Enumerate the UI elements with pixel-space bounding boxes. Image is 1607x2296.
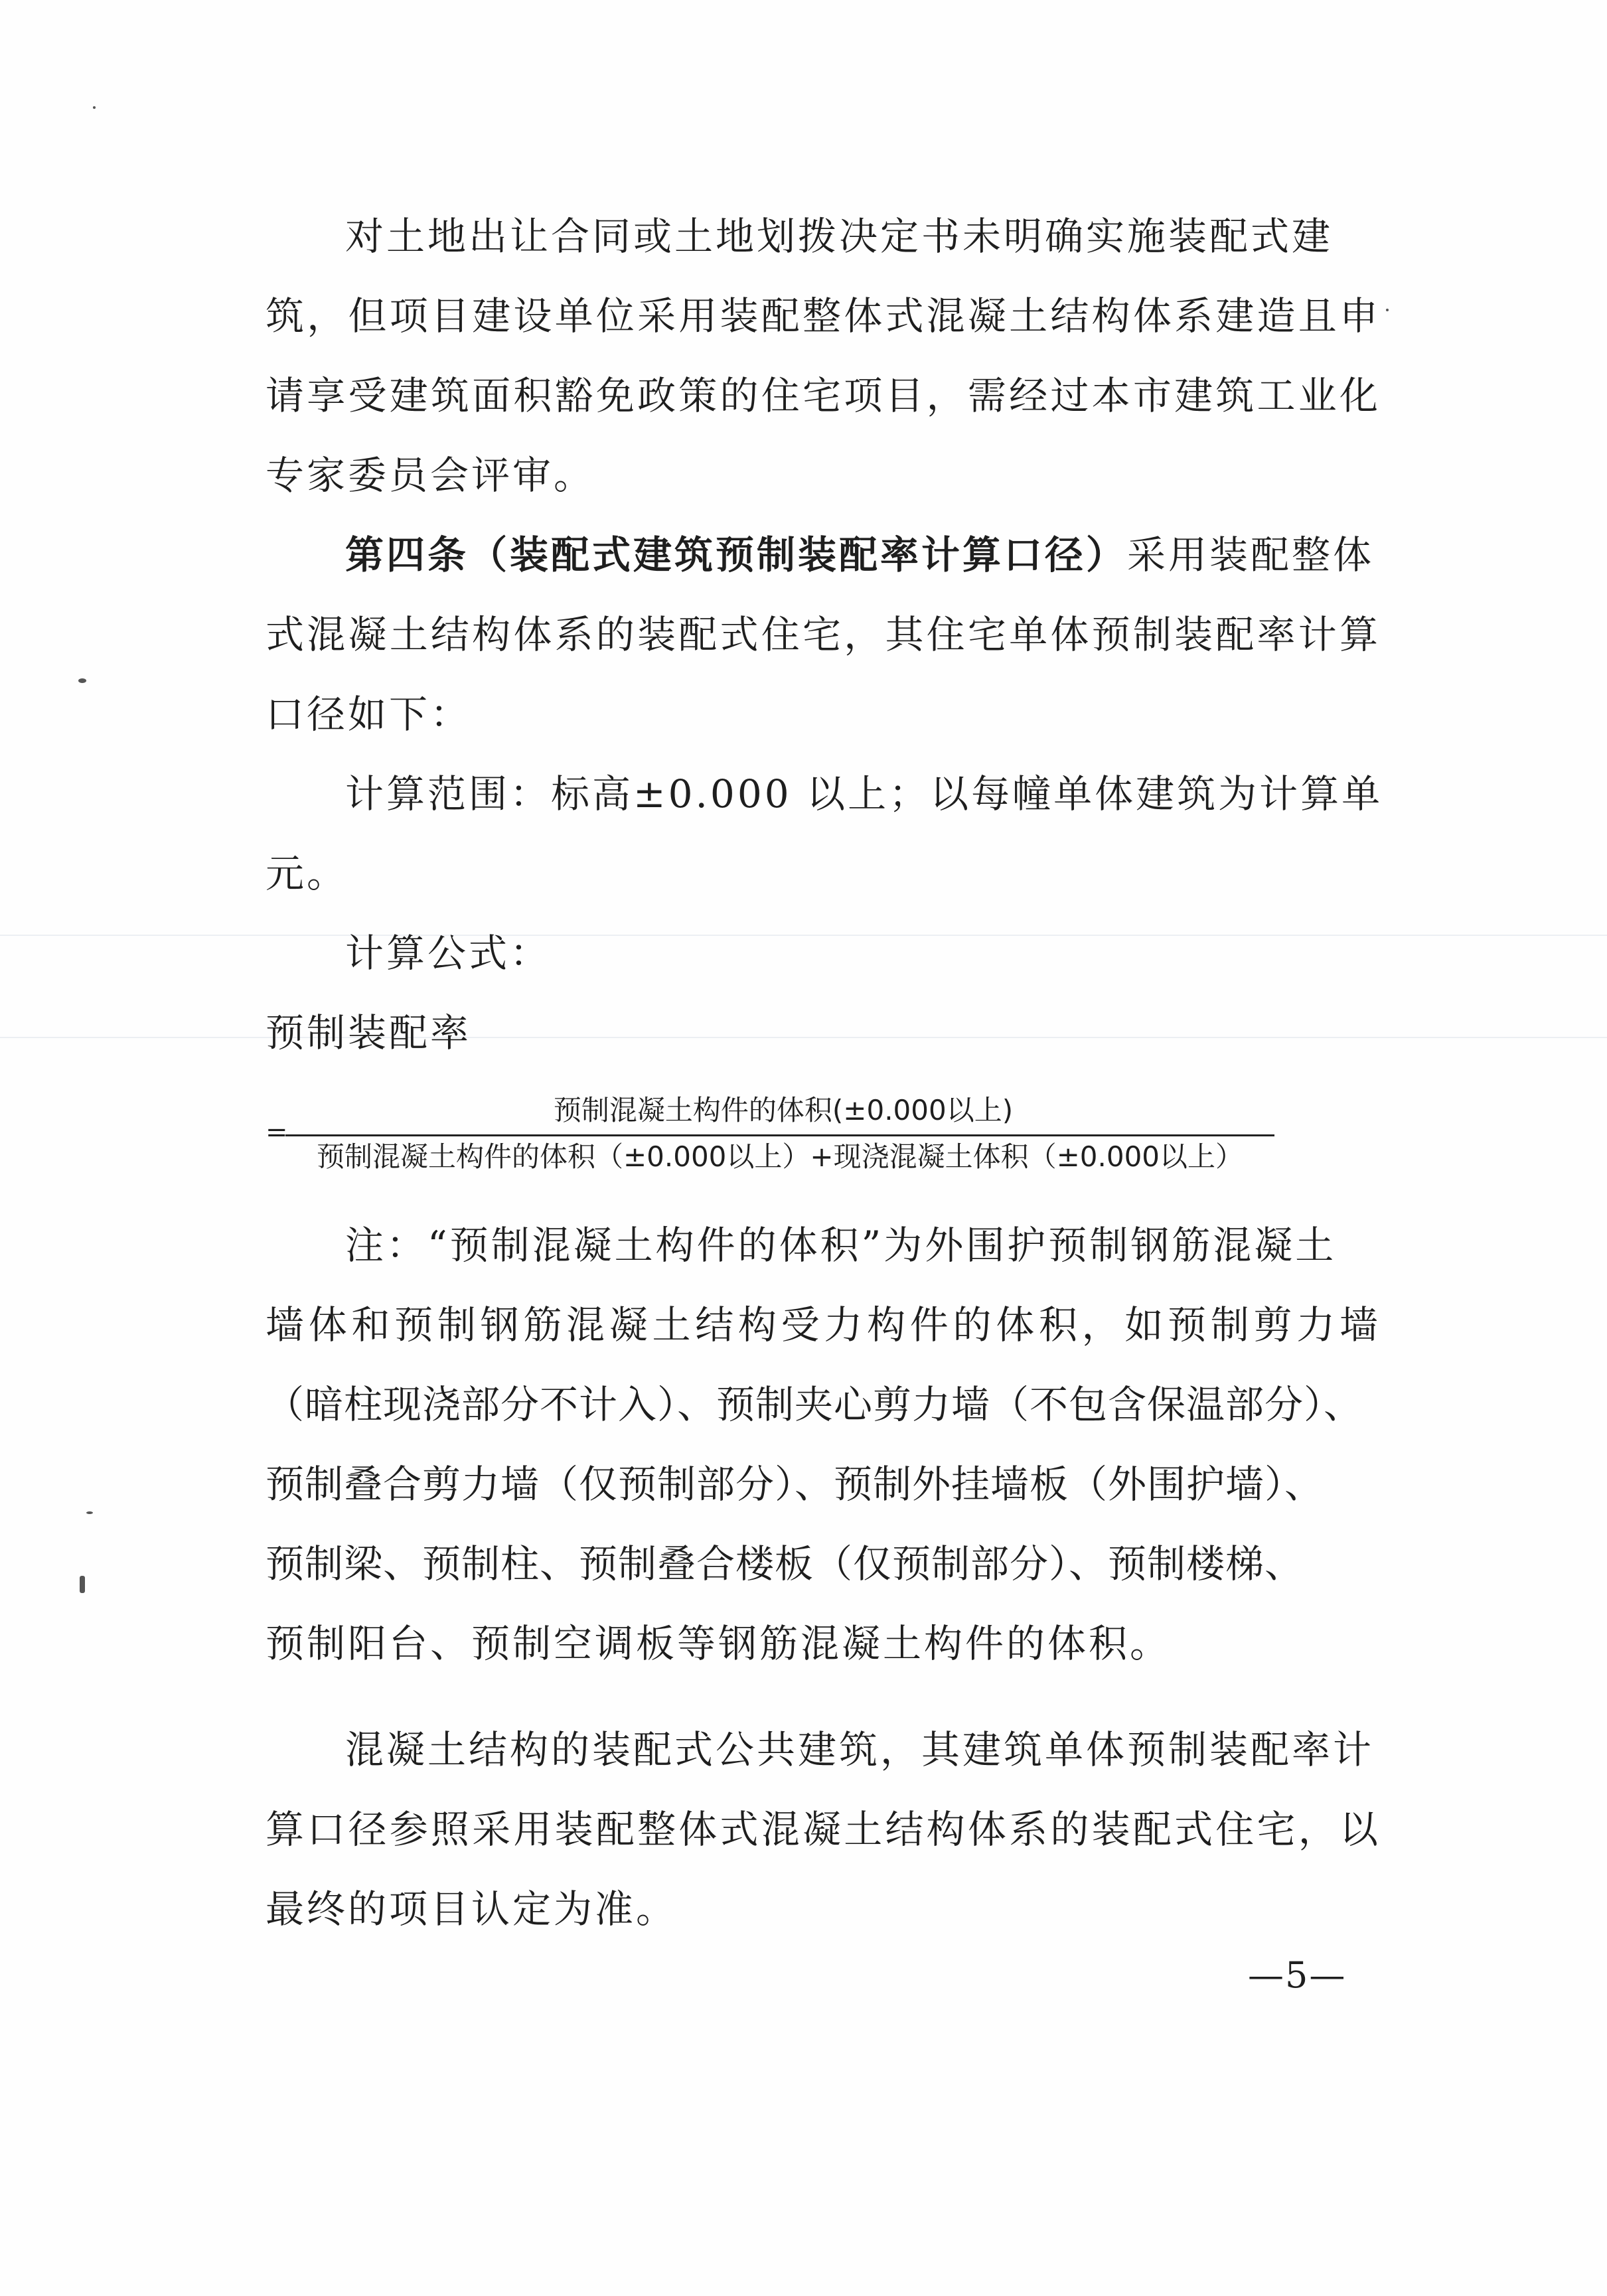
formula-equals: = — [266, 1117, 288, 1148]
formula-fraction-bar — [285, 1134, 1274, 1136]
scan-speck — [1386, 309, 1389, 311]
article-4-line-1-text: 采用装配整体 — [1127, 532, 1375, 577]
public-building-line-2: 算口径参照采用装配整体式混凝土结构体系的装配式住宅，以 — [266, 1807, 1381, 1852]
paragraph-1-line-1: 对土地出让合同或土地划拨决定书未明确实施装配式建 — [345, 214, 1334, 259]
note-line-4: 预制叠合剪力墙（仅预制部分）、预制外挂墙板（外围护墙）、 — [266, 1462, 1324, 1507]
scan-artifact-line — [0, 935, 1607, 936]
paragraph-1-line-2: 筑，但项目建设单位采用装配整体式混凝土结构体系建造且申 — [266, 293, 1381, 339]
note-line-3: （暗柱现浇部分不计入）、预制夹心剪力墙（不包含保温部分）、 — [266, 1382, 1363, 1427]
page-number: —5— — [1248, 1954, 1347, 1996]
article-4-line-2: 式混凝土结构体系的装配式住宅，其住宅单体预制装配率计算 — [266, 612, 1381, 657]
paragraph-1-line-4: 专家委员会评审。 — [266, 453, 595, 498]
formula-denominator: 预制混凝土构件的体积（±0.000以上）+现浇混凝土体积（±0.000以上） — [316, 1140, 1244, 1173]
scan-speck — [86, 1511, 93, 1514]
scan-speck — [78, 678, 86, 683]
scan-speck — [80, 1576, 85, 1593]
calc-scope-line-1: 计算范围：标高±0.000 以上；以每幢单体建筑为计算单 — [345, 771, 1383, 816]
article-4-line-3: 口径如下： — [266, 692, 472, 737]
formula-fraction — [266, 1092, 1274, 1185]
calc-scope-line-2: 元。 — [266, 851, 348, 896]
note-line-6: 预制阳台、预制空调板等钢筋混凝土构件的体积。 — [266, 1621, 1172, 1666]
scan-speck — [93, 106, 96, 109]
public-building-line-1: 混凝土结构的装配式公共建筑，其建筑单体预制装配率计 — [345, 1727, 1375, 1772]
note-line-5: 预制梁、预制柱、预制叠合楼板（仅预制部分）、预制楼梯、 — [266, 1541, 1304, 1586]
formula-numerator: 预制混凝土构件的体积(±0.000以上) — [553, 1094, 1014, 1126]
note-line-2: 墙体和预制钢筋混凝土结构受力构件的体积，如预制剪力墙 — [266, 1302, 1381, 1347]
public-building-line-3: 最终的项目认定为准。 — [266, 1886, 678, 1932]
article-4-heading: 第四条（装配式建筑预制装配率计算口径） — [345, 532, 1128, 577]
note-line-1: 注：“预制混凝土构件的体积”为外围护预制钢筋混凝土 — [345, 1223, 1337, 1268]
calc-formula-heading: 计算公式： — [345, 931, 552, 976]
article-4-line-1 — [345, 531, 1374, 579]
scan-artifact-line — [0, 1037, 1607, 1038]
paragraph-1-line-3: 请享受建筑面积豁免政策的住宅项目，需经过本市建筑工业化 — [266, 373, 1381, 418]
formula-label: 预制装配率 — [266, 1010, 472, 1055]
